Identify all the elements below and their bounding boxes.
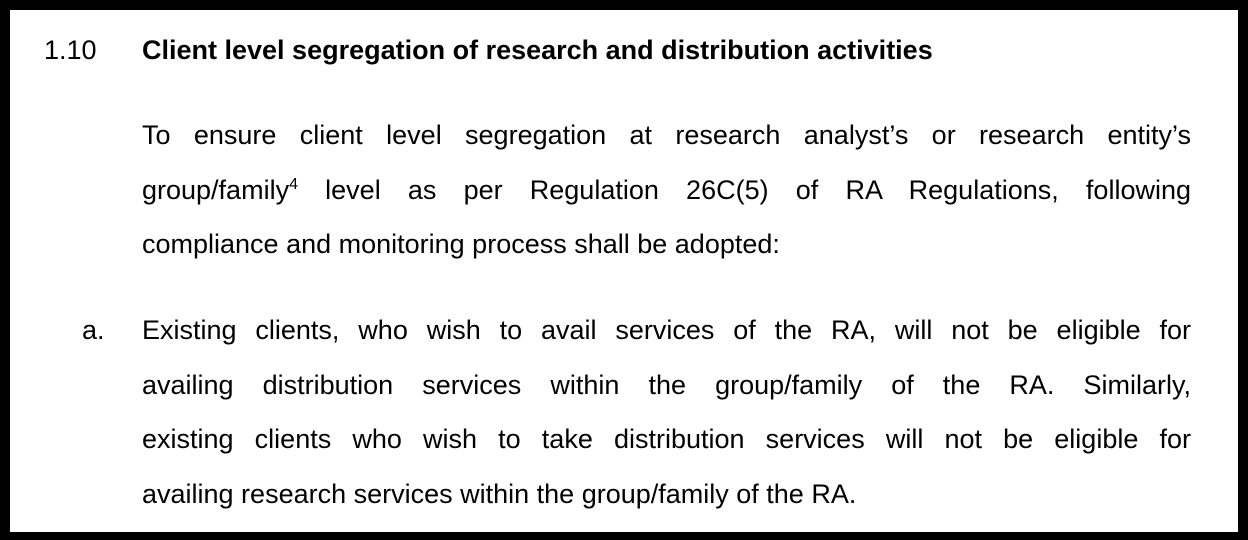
intro-line-1: To ensure client level segregation at research analyst’s or research entity’s xyxy=(142,120,1191,150)
section-number: 1.10 xyxy=(44,35,97,65)
list-item-a-line-2: availing distribution services within the group/family of the RA. Similarly, xyxy=(142,369,1191,400)
list-item-a-line-4: availing research services within the group/family of the RA. xyxy=(142,478,857,509)
footnote-reference[interactable]: 4 xyxy=(289,175,298,193)
intro-line-3: compliance and monitoring process shall be adopted: xyxy=(142,229,780,259)
intro-line-2-end: level as per Regulation 26C(5) of RA Regulations, following xyxy=(297,174,1191,205)
intro-line-2 xyxy=(142,163,1191,218)
document-page xyxy=(10,10,1238,532)
list-item-a-line-1: Existing clients, who wish to avail services of the RA, will not be eligible for xyxy=(142,315,1191,345)
list-item-a-text xyxy=(142,303,1191,521)
list-item-marker: a. xyxy=(82,315,105,345)
list-item-a-line-3: existing clients who wish to take distribution services will not be eligible for xyxy=(142,424,1191,454)
section-title: Client level segregation of research and distribution activities xyxy=(142,35,933,65)
intro-paragraph xyxy=(142,108,1191,272)
intro-line-2-start: group/family xyxy=(142,174,290,205)
